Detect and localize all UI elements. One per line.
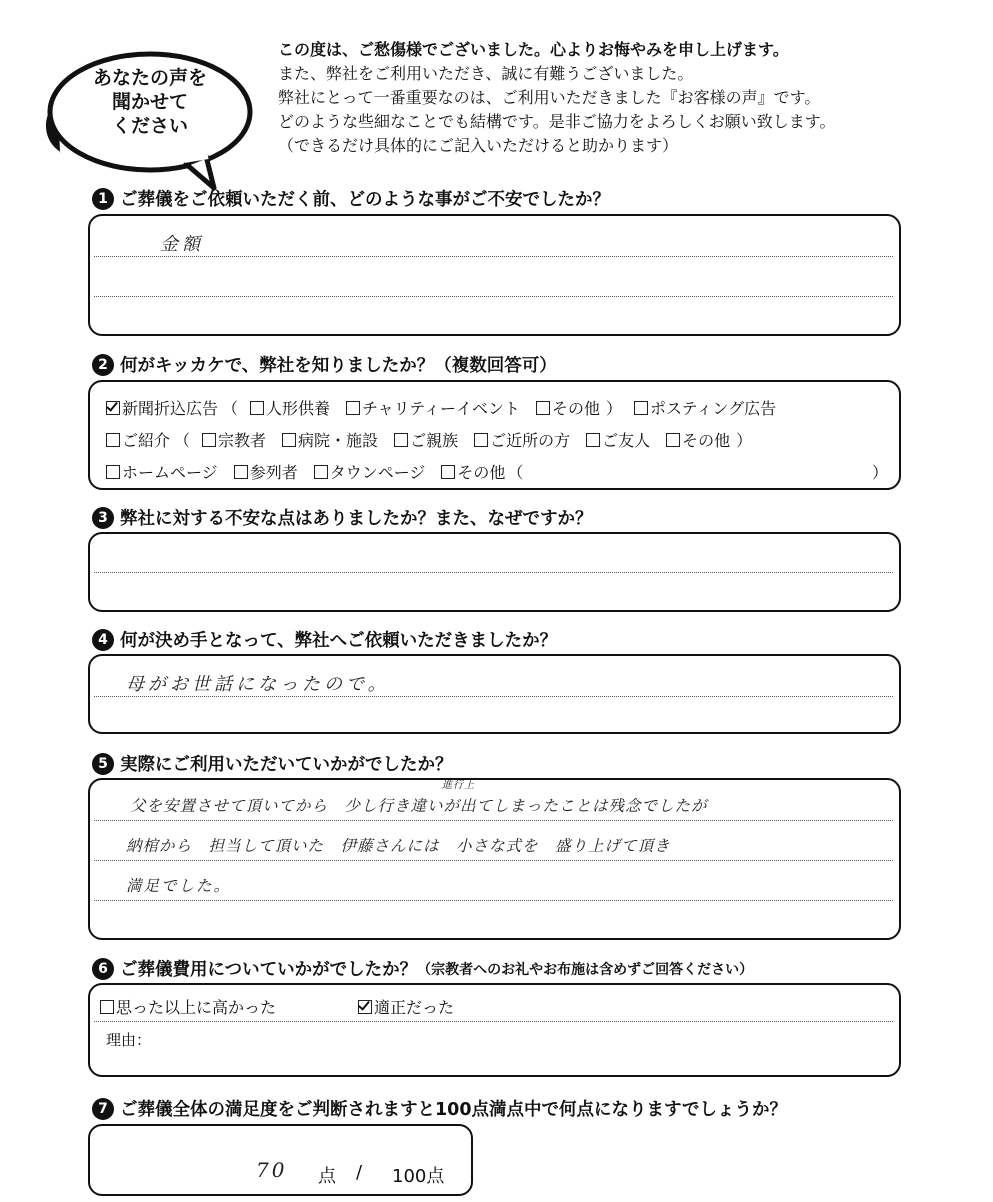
handwritten-score: 70 xyxy=(256,1158,288,1182)
handwritten-correction: 進行上 xyxy=(442,780,475,791)
bubble-line: ください xyxy=(111,115,188,137)
question-3-answer-box[interactable] xyxy=(88,532,901,612)
question-title: 実際にご利用いただいていかがでしたか？ xyxy=(120,755,453,775)
question-title: ご葬儀をご依頼いただく前、どのような事がご不安でしたか？ xyxy=(120,190,610,210)
intro-line: また、弊社をご利用いただき、誠に有難うございました。 xyxy=(278,64,694,83)
option-too-expensive[interactable] xyxy=(100,995,276,1018)
checkbox-icon[interactable] xyxy=(202,433,216,447)
option-label: チャリティーイベント xyxy=(362,399,520,418)
question-1-heading xyxy=(92,186,610,211)
question-6-heading xyxy=(92,956,753,981)
question-4-answer-box[interactable] xyxy=(88,654,901,734)
question-number: 6 xyxy=(92,958,114,980)
checkbox-icon[interactable] xyxy=(106,433,120,447)
question-number: 3 xyxy=(92,507,114,529)
score-max: 100点 xyxy=(392,1166,445,1187)
option-label: 新聞折込広告 xyxy=(122,399,219,418)
question-1-answer-box[interactable] xyxy=(88,214,901,336)
option-label: 適正だった xyxy=(374,998,455,1017)
option-label: その他 xyxy=(551,399,600,418)
checkbox-icon[interactable] xyxy=(666,433,680,447)
question-number: 1 xyxy=(92,188,114,210)
question-5-answer-box[interactable] xyxy=(88,778,901,940)
checkbox-icon[interactable] xyxy=(358,1000,372,1014)
paren-open: （ xyxy=(174,431,191,450)
paren-open: （ xyxy=(222,399,239,418)
question-5-heading xyxy=(92,751,453,776)
option-label: タウンページ xyxy=(329,463,426,482)
paren-close: ） xyxy=(736,431,753,450)
option-friends[interactable] xyxy=(586,428,650,451)
question-7-score-box[interactable] xyxy=(88,1124,473,1196)
option-neighbors[interactable] xyxy=(474,428,570,451)
question-3-heading xyxy=(92,505,593,530)
checkbox-icon[interactable] xyxy=(634,401,648,415)
option-label: その他 xyxy=(682,431,731,450)
options-row-1 xyxy=(106,396,792,419)
intro-line: （できるだけ具体的にご記入いただけると助かります） xyxy=(278,136,679,155)
option-label: その他 xyxy=(457,463,506,482)
question-number: 5 xyxy=(92,753,114,775)
option-doll-memorial[interactable] xyxy=(250,396,330,419)
checkbox-icon[interactable] xyxy=(100,1000,114,1014)
option-posting-ad[interactable] xyxy=(634,396,776,419)
checkbox-icon[interactable] xyxy=(250,401,264,415)
handwritten-answer: 母がお世話になったので。 xyxy=(126,674,390,695)
checkbox-icon[interactable] xyxy=(394,433,408,447)
question-number: 2 xyxy=(92,354,114,376)
score-unit: 点 xyxy=(318,1166,336,1187)
question-7-heading xyxy=(92,1096,787,1121)
option-label: 宗教者 xyxy=(218,431,267,450)
bubble-line: あなたの声を xyxy=(92,67,207,89)
checkbox-icon[interactable] xyxy=(586,433,600,447)
question-number: 4 xyxy=(92,629,114,651)
checkbox-icon[interactable] xyxy=(106,401,120,415)
question-number: 7 xyxy=(92,1098,114,1120)
handwritten-answer: 金額 xyxy=(160,234,204,255)
checkbox-icon[interactable] xyxy=(474,433,488,447)
option-label: ご友人 xyxy=(602,431,651,450)
option-newspaper-insert[interactable] xyxy=(106,396,218,419)
option-attendee[interactable] xyxy=(234,460,298,483)
question-note: （宗教者へのお礼やお布施は含めずご回答ください） xyxy=(417,961,754,978)
handwritten-line: 納棺から 担当して頂いた 伊藤さんには 小さな式を 盛り上げて頂き xyxy=(126,837,671,855)
option-appropriate[interactable] xyxy=(358,995,454,1018)
paren-close: ） xyxy=(872,463,889,482)
checkbox-icon[interactable] xyxy=(234,465,248,479)
option-townpage[interactable] xyxy=(314,460,426,483)
option-hospital[interactable] xyxy=(282,428,378,451)
question-2-heading xyxy=(92,352,557,377)
question-6-box xyxy=(88,983,901,1077)
option-label: ご紹介 xyxy=(122,431,171,450)
question-title: 何がキッカケで、弊社を知りましたか？（複数回答可） xyxy=(120,356,557,376)
checkbox-icon[interactable] xyxy=(346,401,360,415)
reason-label: 理由： xyxy=(106,1031,152,1049)
option-label: 参列者 xyxy=(249,463,298,482)
option-label: 人形供養 xyxy=(266,399,331,418)
handwritten-line: 満足でした。 xyxy=(126,877,232,895)
option-label: ホームページ xyxy=(122,463,218,482)
option-referral[interactable] xyxy=(106,428,170,451)
option-other[interactable] xyxy=(536,396,600,419)
checkbox-icon[interactable] xyxy=(536,401,550,415)
score-slash: / xyxy=(356,1162,363,1183)
option-charity-event[interactable] xyxy=(346,396,520,419)
options-row-2 xyxy=(106,428,764,451)
question-title: ご葬儀費用についていかがでしたか？ xyxy=(120,960,418,980)
checkbox-icon[interactable] xyxy=(441,465,455,479)
option-label: ご親族 xyxy=(410,431,459,450)
intro-line: 弊社にとって一番重要なのは、ご利用いただきました『お客様の声』です。 xyxy=(278,88,821,107)
option-label: ポスティング広告 xyxy=(650,399,777,418)
question-2-options-box xyxy=(88,380,901,490)
intro-line: この度は、ご愁傷様でございました。心よりお悔やみを申し上げます。 xyxy=(278,40,789,59)
option-other[interactable] xyxy=(441,460,505,483)
bubble-line: 聞かせて xyxy=(111,91,188,113)
intro-text xyxy=(278,38,978,158)
question-title: ご葬儀全体の満足度をご判断されますと100点満点中で何点になりますでしょうか？ xyxy=(120,1100,788,1120)
question-title: 何が決め手となって、弊社へご依頼いただきましたか？ xyxy=(120,631,558,651)
checkbox-icon[interactable] xyxy=(314,465,328,479)
option-other[interactable] xyxy=(666,428,730,451)
paren-open: （ xyxy=(507,463,524,482)
option-homepage[interactable] xyxy=(106,460,218,483)
intro-line: どのような些細なことでも結構です。是非ご協力をよろしくお願い致します。 xyxy=(278,112,836,131)
option-label: ご近所の方 xyxy=(490,431,571,450)
handwritten-line: 父を安置させて頂いてから 少し行き違いが出てしまったことは残念でしたが xyxy=(130,797,708,815)
question-4-heading xyxy=(92,627,557,652)
paren-close: ） xyxy=(605,399,622,418)
checkbox-icon[interactable] xyxy=(106,465,120,479)
option-label: 思った以上に高かった xyxy=(116,998,277,1017)
option-clergy[interactable] xyxy=(202,428,266,451)
options-row-3 xyxy=(106,460,523,483)
option-label: 病院・施設 xyxy=(298,431,379,450)
question-title: 弊社に対する不安な点はありましたか？また、なぜですか？ xyxy=(120,509,593,529)
bubble-heading xyxy=(70,66,230,138)
option-relatives[interactable] xyxy=(394,428,458,451)
checkbox-icon[interactable] xyxy=(282,433,296,447)
